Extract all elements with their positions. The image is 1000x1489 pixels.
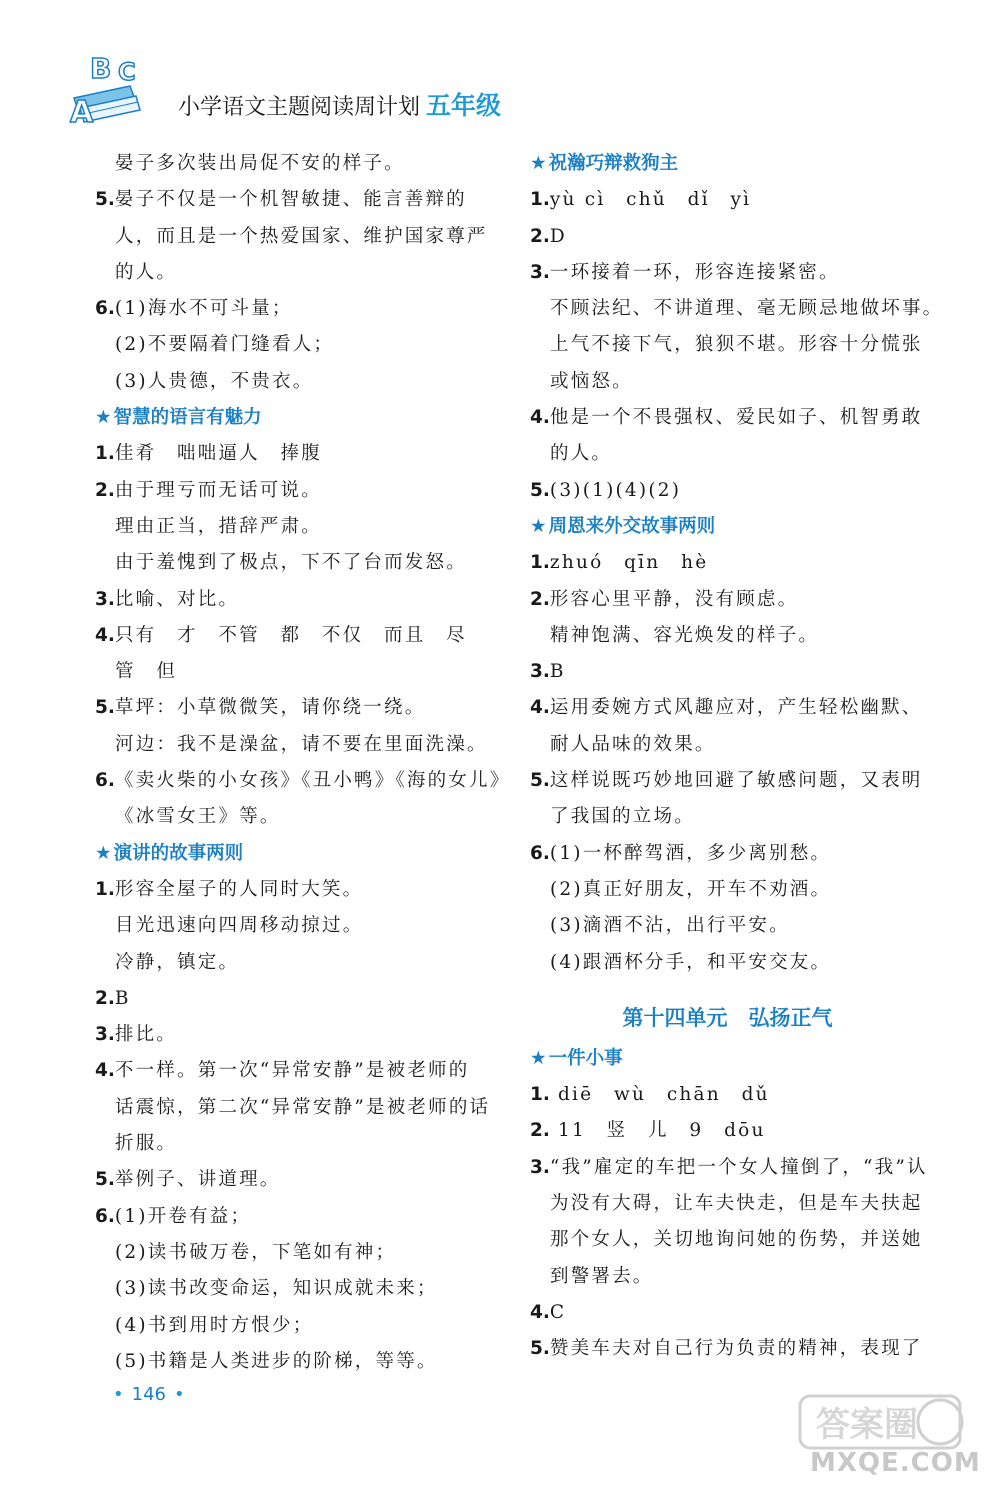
answer-line (530, 327, 925, 363)
answer-text: (2)不要隔着门缝看人； (115, 334, 335, 356)
page-number-text: 146 (131, 1384, 166, 1405)
answer-item (530, 582, 925, 618)
answer-number: 6. (530, 842, 550, 864)
answer-text: 由于理亏而无话可说。 (114, 479, 322, 501)
answer-text: 这样说既巧妙地回避了敏感问题，又表明 (549, 770, 923, 792)
answer-text: 不一样。第一次“异常安静”是被老师的 (114, 1060, 470, 1082)
answer-text: (5)书籍是人类进步的阶梯，等等。 (115, 1350, 438, 1372)
unit-heading: 第十四单元 弘扬正气 (622, 1005, 833, 1030)
book-title-text: 小学语文主题阅读周计划 (178, 95, 421, 120)
answer-item (95, 291, 490, 327)
answer-number: 4. (530, 407, 550, 429)
answer-text: B (114, 987, 131, 1009)
answer-text: 草坪：小草微微笑，请你绕一绕。 (114, 697, 426, 719)
answer-text: 话震惊，第二次“异常安静”是被老师的话 (115, 1096, 491, 1118)
answer-item (530, 763, 925, 799)
answer-line (95, 255, 490, 291)
answer-text: 理由正当，措辞严肃。 (115, 515, 323, 537)
answer-item (95, 473, 490, 509)
answer-text: (1)一杯醉驾酒，多少离别愁。 (549, 842, 832, 864)
answer-number: 1. (95, 443, 115, 465)
answer-item (530, 1331, 925, 1367)
answer-item (530, 255, 925, 291)
answer-text: 由于羞愧到了极点，下不了台而发怒。 (115, 552, 467, 574)
section-heading (530, 146, 925, 182)
answer-line (95, 1344, 490, 1380)
answer-text: 晏子多次装出局促不安的样子。 (115, 153, 405, 174)
answer-item (95, 182, 490, 218)
answer-text: 了我国的立场。 (550, 806, 695, 828)
answer-item (95, 763, 511, 799)
answer-text: 晏子不仅是一个机智敏捷、能言善辩的 (114, 189, 467, 211)
answer-number: 3. (530, 261, 550, 283)
answer-number: 2. (530, 225, 550, 247)
answer-line (530, 1259, 925, 1295)
answer-number: 4. (95, 624, 115, 646)
star-icon: ★ (95, 842, 112, 864)
answer-item (95, 618, 490, 654)
answer-number: 1. (530, 1084, 550, 1106)
answer-text: (2)真正好朋友，开车不劝酒。 (550, 878, 832, 900)
section-heading-text: 智慧的语言有魅力 (113, 407, 262, 429)
answer-text: 河边：我不是澡盆，请不要在里面洗澡。 (115, 733, 488, 755)
answer-text: (3)人贵德，不贵衣。 (115, 370, 314, 392)
answer-item (95, 1053, 490, 1089)
answer-text: “我”雇定的车把一个女人撞倒了，“我”认 (549, 1156, 928, 1178)
answer-item (95, 436, 490, 472)
answer-line (530, 618, 925, 654)
answer-number: 3. (95, 1024, 115, 1046)
watermark-url: MXQE.COM (810, 1448, 981, 1478)
answer-text: (3)读书改变命运，知识成就未来； (115, 1278, 438, 1300)
answer-text: 为没有大碍，让车夫快走，但是车夫扶起 (550, 1193, 923, 1215)
answer-text: 人，而且是一个热爱国家、维护国家尊严 (115, 225, 488, 247)
answer-item (95, 981, 490, 1017)
answer-item (95, 1162, 490, 1198)
answer-item (530, 1077, 925, 1113)
answer-text: 目光迅速向四周移动掠过。 (115, 915, 364, 937)
answer-number: 4. (530, 1301, 550, 1323)
answer-line (530, 799, 925, 835)
watermark (780, 1390, 990, 1482)
answer-line (95, 364, 490, 400)
svg-text:答案圈: 答案圈 (816, 1405, 918, 1445)
section-heading (95, 400, 490, 436)
answer-text: (1)海水不可斗量； (114, 298, 293, 320)
answer-line (95, 545, 490, 581)
answer-text: 或恼怒。 (550, 370, 633, 392)
answer-text: (3)滴酒不沾，出行平安。 (550, 915, 790, 937)
section-heading (530, 1041, 925, 1077)
answer-text: 不顾法纪、不讲道理、毫无顾忌地做坏事。 (550, 298, 944, 320)
answer-text: (2)读书破万卷，下笔如有神； (115, 1241, 397, 1263)
answer-line (95, 945, 490, 981)
answer-number: 1. (95, 878, 115, 900)
answer-line (530, 908, 925, 944)
answer-number: 4. (530, 697, 550, 719)
answer-line (95, 727, 490, 763)
answer-number: 6. (95, 298, 115, 320)
section-heading-text: 祝瀚巧辩救狗主 (548, 153, 679, 174)
answer-number: 2. (530, 1120, 550, 1142)
answer-line (530, 436, 925, 472)
right-column (530, 146, 944, 1368)
section-heading-text: 一件小事 (548, 1047, 623, 1069)
answer-text: 举例子、讲道理。 (114, 1169, 281, 1191)
answer-line (95, 146, 490, 182)
section-heading (95, 836, 490, 872)
answer-text: 一环接着一环，形容连接紧密。 (549, 261, 840, 283)
answer-text: 冷静，镇定。 (115, 951, 240, 973)
answer-item (530, 1295, 925, 1331)
answer-text: 运用委婉方式风趣应对，产生轻松幽默、 (549, 697, 923, 719)
grade-label: 五年级 (426, 91, 502, 120)
answer-item (530, 182, 925, 218)
answer-text: zhuó qīn hè (549, 552, 709, 574)
answer-line (95, 1235, 490, 1271)
answer-item (95, 582, 490, 618)
svg-text:C: C (118, 58, 136, 86)
answer-number: 6. (95, 1205, 115, 1227)
answer-text: 精神饱满、容光焕发的样子。 (550, 624, 820, 646)
answer-number: 5. (530, 770, 550, 792)
answer-text: 上气不接下气，狼狈不堪。形容十分慌张 (550, 334, 923, 356)
answer-text: 比喻、对比。 (114, 588, 240, 610)
answer-text: 11 竖 儿 9 dōu (549, 1120, 766, 1142)
answer-text: (4)跟酒杯分手，和平安交友。 (550, 951, 832, 973)
answer-text: C (549, 1301, 567, 1323)
svg-text:A: A (70, 95, 94, 130)
answer-text: (1)开卷有益； (114, 1205, 252, 1227)
answer-item (95, 690, 490, 726)
answer-text: 到警署去。 (550, 1265, 654, 1287)
answer-text: (4)书到用时方恨少； (115, 1314, 314, 1336)
answer-text: 他是一个不畏强权、爱民如子、机智勇敢 (549, 407, 923, 429)
star-icon: ★ (530, 515, 547, 537)
answer-number: 1. (530, 189, 550, 211)
answer-text: 《卖火柴的小女孩》《丑小鸭》《海的女儿》 (114, 770, 511, 792)
answer-text: diē wù chān dǔ (549, 1084, 770, 1106)
book-title (178, 86, 501, 122)
answer-line (530, 1222, 925, 1258)
answer-number: 5. (530, 1338, 550, 1360)
answer-line (95, 219, 490, 255)
answer-text: 只有 才 不管 都 不仅 而且 尽 (114, 624, 467, 646)
answer-text: 形容全屋子的人同时大笑。 (114, 878, 364, 900)
answer-text: 耐人品味的效果。 (550, 733, 716, 755)
answer-number: 5. (530, 479, 550, 501)
answer-item (530, 400, 925, 436)
answer-number: 5. (95, 697, 115, 719)
answer-number: 2. (95, 987, 115, 1009)
answer-text: 形容心里平静，没有顾虑。 (549, 588, 799, 610)
answer-text: 管 但 (115, 661, 178, 683)
answer-line (530, 291, 944, 327)
answer-line (95, 327, 490, 363)
answer-text: yù cì chǔ dǐ yì (549, 189, 752, 211)
abc-books-logo-icon (60, 50, 170, 130)
answer-number: 3. (530, 1156, 550, 1178)
answer-number: 5. (95, 1169, 115, 1191)
star-icon: ★ (530, 1047, 547, 1069)
answer-item (530, 473, 925, 509)
answer-text: 《冰雪女王》等。 (115, 806, 281, 828)
star-icon: ★ (530, 153, 547, 174)
star-icon: ★ (95, 407, 112, 429)
answer-line (530, 872, 925, 908)
answer-item (530, 545, 925, 581)
answer-line (95, 1308, 490, 1344)
answer-line (95, 509, 490, 545)
answer-text: 那个女人，关切地询问她的伤势，并送她 (550, 1229, 923, 1251)
answer-line (95, 1271, 490, 1307)
answer-line (95, 1126, 490, 1162)
answer-line (95, 654, 490, 690)
answer-line (530, 727, 925, 763)
answer-text: B (549, 661, 566, 683)
answer-item (530, 1113, 925, 1149)
answer-text: 的人。 (115, 261, 178, 283)
answer-item (530, 654, 925, 690)
page-header (60, 50, 540, 130)
svg-text:B: B (90, 52, 112, 85)
answer-number: 5. (95, 189, 115, 211)
page-number: • 146 • (113, 1384, 185, 1405)
answer-item (530, 690, 925, 726)
answer-text: D (549, 225, 567, 247)
answer-text: 佳肴 咄咄逼人 捧腹 (114, 443, 322, 465)
answer-item (530, 1150, 928, 1186)
answer-text: 折服。 (115, 1133, 178, 1155)
section-heading (530, 509, 925, 545)
answer-number: 4. (95, 1060, 115, 1082)
section-heading-text: 周恩来外交故事两则 (548, 515, 716, 537)
answer-item (530, 836, 925, 872)
answer-text: 的人。 (550, 443, 613, 465)
answer-number: 2. (530, 588, 550, 610)
answer-item (530, 219, 925, 255)
answer-number: 6. (95, 770, 115, 792)
answer-number: 2. (95, 479, 115, 501)
answer-line (530, 1186, 925, 1222)
answer-line (95, 908, 490, 944)
answer-text: (3)(1)(4)(2) (549, 479, 682, 501)
answer-line (95, 799, 490, 835)
answer-number: 1. (530, 552, 550, 574)
answer-item (95, 1199, 490, 1235)
answer-text: 赞美车夫对自己行为负责的精神，表现了 (549, 1338, 923, 1360)
answer-text: 排比。 (114, 1024, 178, 1046)
answer-number: 3. (95, 588, 115, 610)
answer-line (95, 1090, 490, 1126)
answer-item (95, 872, 490, 908)
answer-line (530, 945, 925, 981)
answer-number: 3. (530, 661, 550, 683)
section-heading-text: 演讲的故事两则 (113, 842, 244, 864)
answer-line (530, 364, 925, 400)
answer-item (95, 1017, 490, 1053)
left-column (95, 146, 511, 1380)
